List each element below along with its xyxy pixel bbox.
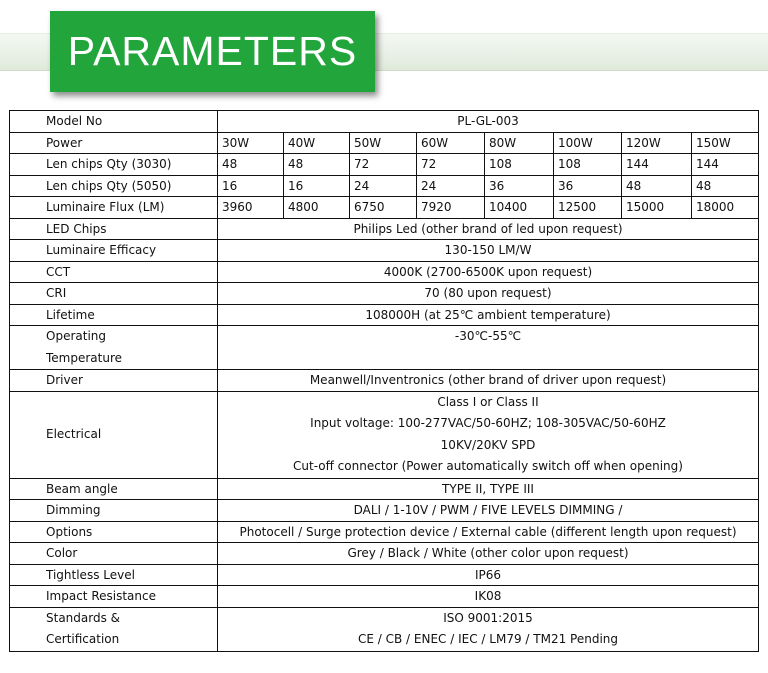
table-cell: 100W	[554, 132, 622, 154]
table-cell: 72	[417, 154, 485, 176]
row-label: Electrical	[10, 391, 218, 478]
table-cell: 108	[485, 154, 554, 176]
row-label: Dimming	[10, 500, 218, 522]
table-cell: 48	[622, 175, 692, 197]
row-value-line: Class I or Class II	[437, 394, 539, 409]
table-row	[10, 607, 759, 651]
row-label	[10, 607, 218, 651]
row-label: Model No	[10, 111, 218, 133]
table-cell: 48	[284, 154, 350, 176]
table-row	[10, 218, 759, 240]
row-value: PL-GL-003	[218, 111, 759, 133]
row-label-line: Certification	[46, 632, 120, 646]
table-cell: 3960	[218, 197, 284, 219]
row-value	[218, 391, 759, 478]
row-value: DALI / 1-10V / PWM / FIVE LEVELS DIMMING /	[218, 500, 759, 522]
table-row	[10, 111, 759, 133]
table-cell: 36	[485, 175, 554, 197]
table-cell: 150W	[692, 132, 759, 154]
table-row	[10, 283, 759, 305]
row-label: Lifetime	[10, 304, 218, 326]
table-row	[10, 154, 759, 176]
row-label	[10, 326, 218, 370]
row-label: Luminaire Efficacy	[10, 240, 218, 262]
row-value: TYPE II, TYPE III	[218, 478, 759, 500]
table-row	[10, 261, 759, 283]
row-value-line: Input voltage: 100-277VAC/50-60HZ; 108-305VAC/50-60HZ	[310, 416, 666, 430]
table-cell: 50W	[350, 132, 417, 154]
table-cell: 16	[284, 175, 350, 197]
table-row	[10, 586, 759, 608]
parameters-table	[9, 110, 759, 652]
row-label: Power	[10, 132, 218, 154]
table-cell: 16	[218, 175, 284, 197]
title-banner	[50, 11, 375, 92]
row-label-line: Standards &	[46, 610, 121, 625]
row-label: LED Chips	[10, 218, 218, 240]
table-cell: 60W	[417, 132, 485, 154]
table-cell: 24	[350, 175, 417, 197]
table-row	[10, 564, 759, 586]
row-value: 70 (80 upon request)	[218, 283, 759, 305]
row-value-line: 10KV/20KV SPD	[440, 437, 536, 452]
row-label: Len chips Qty (5050)	[10, 175, 218, 197]
table-row	[10, 197, 759, 219]
row-value	[218, 607, 759, 651]
table-row	[10, 326, 759, 370]
table-cell: 108	[554, 154, 622, 176]
table-cell: 80W	[485, 132, 554, 154]
row-value: Grey / Black / White (other color upon request)	[218, 543, 759, 565]
table-row	[10, 370, 759, 392]
table-cell: 10400	[485, 197, 554, 219]
row-value: Photocell / Surge protection device / External cable (different length upon request)	[218, 521, 759, 543]
row-label: Color	[10, 543, 218, 565]
table-row	[10, 391, 759, 478]
table-cell: 18000	[692, 197, 759, 219]
row-label: Driver	[10, 370, 218, 392]
table-cell: 144	[622, 154, 692, 176]
row-value-line: -30℃-55℃	[454, 329, 522, 343]
row-value: 108000H (at 25℃ ambient temperature)	[218, 304, 759, 326]
table-row	[10, 304, 759, 326]
row-value-line: Cut-off connector (Power automatically switch off when opening)	[293, 459, 683, 473]
table-row	[10, 175, 759, 197]
row-value	[218, 326, 759, 370]
table-row	[10, 543, 759, 565]
row-value: IK08	[218, 586, 759, 608]
page-title: PARAMETERS	[67, 28, 358, 74]
table-cell: 48	[218, 154, 284, 176]
row-label-line: Operating	[46, 329, 106, 343]
row-value-line: CE / CB / ENEC / IEC / LM79 / TM21 Pending	[358, 632, 618, 646]
table-cell: 36	[554, 175, 622, 197]
row-label-line: Temperature	[46, 350, 123, 365]
row-value: Meanwell/Inventronics (other brand of driver upon request)	[218, 370, 759, 392]
row-value: IP66	[218, 564, 759, 586]
table-row	[10, 240, 759, 262]
table-cell: 72	[350, 154, 417, 176]
table-cell: 40W	[284, 132, 350, 154]
row-label: Impact Resistance	[10, 586, 218, 608]
table-cell: 144	[692, 154, 759, 176]
row-label: Options	[10, 521, 218, 543]
row-label: Beam angle	[10, 478, 218, 500]
table-row	[10, 521, 759, 543]
table-cell: 12500	[554, 197, 622, 219]
row-label: Len chips Qty (3030)	[10, 154, 218, 176]
table-cell: 4800	[284, 197, 350, 219]
row-label: CCT	[10, 261, 218, 283]
table-row	[10, 500, 759, 522]
table-cell: 7920	[417, 197, 485, 219]
table-row	[10, 478, 759, 500]
table-cell: 15000	[622, 197, 692, 219]
table-cell: 120W	[622, 132, 692, 154]
table-cell: 24	[417, 175, 485, 197]
row-value-line: ISO 9001:2015	[443, 610, 533, 625]
row-label: Tightless Level	[10, 564, 218, 586]
table-cell: 48	[692, 175, 759, 197]
row-value: 130-150 LM/W	[218, 240, 759, 262]
table-cell: 6750	[350, 197, 417, 219]
table-cell: 30W	[218, 132, 284, 154]
row-label: Luminaire Flux (LM)	[10, 197, 218, 219]
row-value: 4000K (2700-6500K upon request)	[218, 261, 759, 283]
table-row	[10, 132, 759, 154]
row-label: CRI	[10, 283, 218, 305]
row-value: Philips Led (other brand of led upon request)	[218, 218, 759, 240]
